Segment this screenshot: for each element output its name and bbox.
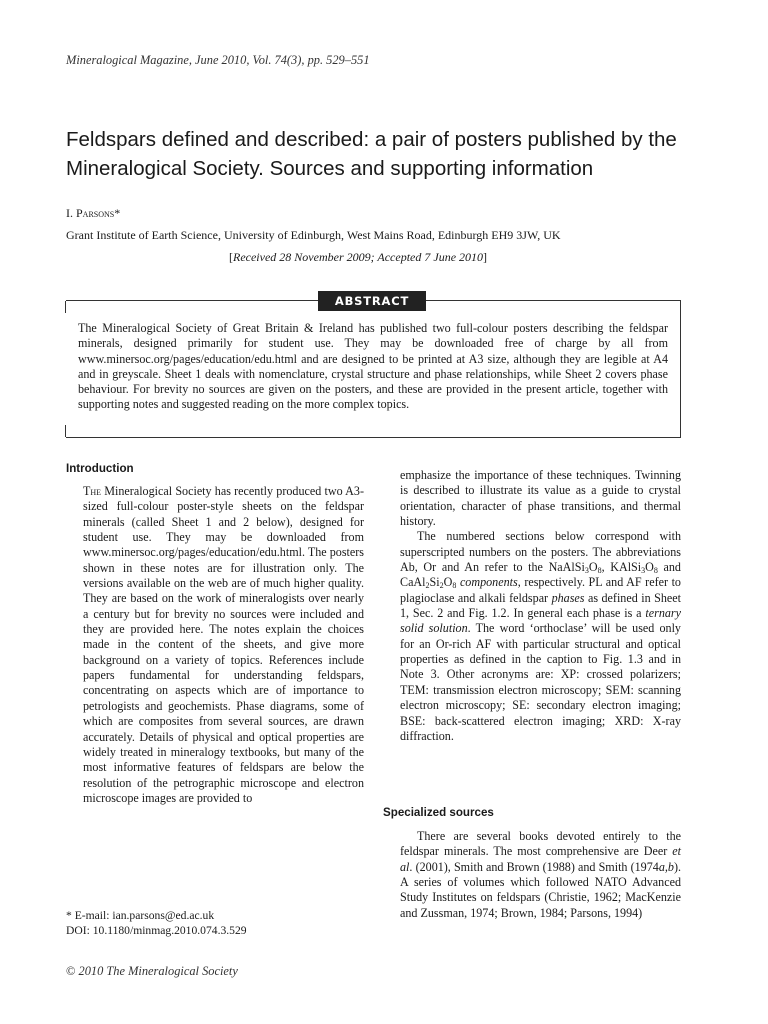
article-title: Feldspars defined and described: a pair of posters published by the Mineralogical Society. Sources and supporting information [66,128,677,180]
introduction-paragraph [83,484,364,806]
section-heading-introduction: Introduction [66,462,134,475]
abstract-frame-cap [65,301,66,313]
footnote-email: * E-mail: ian.parsons@ed.ac.uk [66,909,215,922]
abstract-label: ABSTRACT [318,291,426,311]
copyright-text: 2010 The Mineralogical Society [75,964,238,978]
abstract-frame-cap [65,425,66,437]
specialized-sources-text [400,829,681,921]
paragraph: There are several books devoted entirely to the feldspar minerals. The most comprehensive are Deer et al. (2001), Smith and Brown (1988) and Smith (1974a,b). A series of volumes which followed NATO Advanced Study Institutes on feldspars (Christie, 1962; MacKenzie and Zussman, 1974; Brown, 1984; Parsons, 1994) [400,829,681,920]
received-dates: [Received 28 November 2009; Accepted 7 June 2010] [229,250,488,264]
intro-lead-word: The [83,484,102,498]
author-initial: I. [66,206,76,220]
paragraph: emphasize the importance of these techniques. Twinning is described to illustrate its value as a guide to crystal orientation, character of phase transitions, and thermal history. [400,468,681,529]
formula-ab: $NaAlSi_3O_8$ [548,560,602,576]
author-mark: * [114,206,121,220]
author-surname: Parsons [76,206,115,220]
formula-or: $KAlSi_3O_8$ [610,560,658,576]
column-two-text [400,468,681,744]
footnote-doi: DOI: 10.1180/minmag.2010.074.3.529 [66,924,247,937]
journal-citation: Mineralogical Magazine, June 2010, Vol. 74(3), pp. 529–551 [66,53,370,67]
copyright-line [66,964,238,979]
section-heading-specialized-sources: Specialized sources [383,806,494,819]
author-affiliation: Grant Institute of Earth Science, University of Edinburgh, West Mains Road, Edinburgh EH9 3JW, UK [66,228,561,242]
formula-an: $CaAl_2Si_2O_8$ [400,575,457,591]
abstract-text: The Mineralogical Society of Great Britain & Ireland has published two full-colour posters describing the feldspar minerals, designed primarily for student use. They may be downloaded free of charge by all from www.minersoc.org/pages/education/edu.html and are designed to be printed at A3 size, although they are legible at A4 and in greyscale. Sheet 1 deals with nomenclature, crystal structure and phase relationships, while Sheet 2 covers phase behaviour. For brevity no sources are given on the posters, and these are provided in the present article, together with supporting notes and suggested reading on the more complex topics. [78,321,668,412]
paragraph: The numbered sections below correspond with superscripted numbers on the posters. The abbreviations Ab, Or and An refer to the $NaAlSi_3O_8$, $KAlSi_3O_8$ and $CaAl_2Si_2O_8$ components, respectively. PL and AF refer to plagioclase and alkali feldspar phases as defined in Sheet 1, Sec. 2 and Fig. 1.2. In general each phase is a ternary solid solution. The word ‘orthoclase’ will be used only for an Or-rich AF with particular structural and optical properties as defined in the caption to Fig. 1.3 and in Note 3. Other acronyms are: XP: crossed polarizers; TEM: transmission electron microscopy; SEM: scanning electron microscopy; SE: secondary electron imaging; BSE: back-scattered electron imaging; XRD: X-ray diffraction. [400,529,681,743]
author-line [66,206,120,221]
copyright-symbol: © [66,964,76,978]
intro-text: Mineralogical Society has recently produced two A3-sized full-colour poster-style sheets on the feldspar minerals (called Sheet 1 and 2 below), designed for student use. They may be downloaded from www.minersoc.org/pages/education/edu.html. The posters shown in these notes are for illustration only. The versions available on the web are of much higher quality. They are based on the work of mineralogists over nearly a century but for brevity no sources were included and they are provided here. The notes explain the choices made in the content of the sheets, and give more background on a variety of topics. References include papers fundamental for understanding feldspars, concentrating on aspects which are of importance to petrologists and geochemists. Phase diagrams, some of which are composites from several sources, are drawn accurately. Details of physical and optical properties are widely treated in mineralogy textbooks, but many of the most informative features of feldspars are below the resolution of the petrographic microscope and electron microscope images are provided to [83,484,364,805]
received-text: Received 28 November 2009; Accepted 7 June 2010 [233,250,484,264]
